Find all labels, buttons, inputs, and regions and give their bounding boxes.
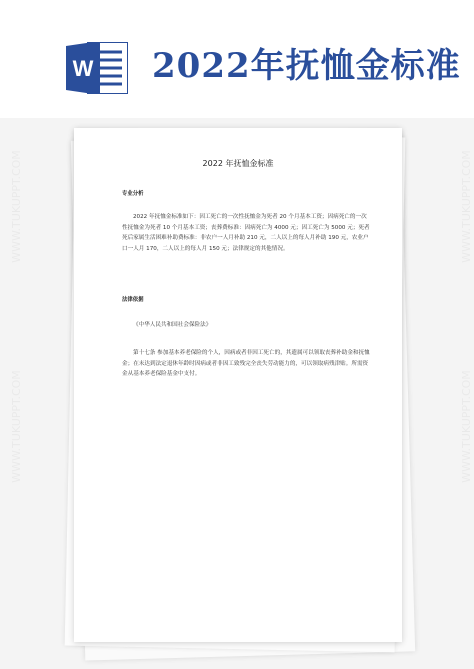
svg-text:W: W [72, 56, 94, 81]
watermark [10, 150, 23, 263]
watermark [460, 370, 473, 483]
document-title: 2022 年抚恤金标准 [202, 159, 274, 168]
analysis-paragraph: 2022 年抚恤金标准如下：因工死亡的一次性抚恤金为死者 20 个月基本工资；因病死亡的一次性抚恤金为死者 10 个月基本工资；丧葬费标准：因病死亡为 4000 元；因工死亡为 5000 元；死者死后家属生活困难补助费标准：非农户一人月补助 210 元，二人以上的每人月补助 190 元，农业户口一人月 170，二人以上的每人月 150 元；法律规定的其他情况。 [122, 214, 370, 252]
banner-title: 2022年抚恤金标准 [152, 46, 461, 86]
section-heading-legal-basis: 法律依据 [122, 297, 144, 303]
banner [0, 0, 474, 118]
article-paragraph: 第十七条 参加基本养老保险的个人，因病或者非因工死亡的，其遗属可以领取丧葬补助金和抚恤金；在未达到法定退休年龄时因病或者非因工致残完全丧失劳动能力的，可以领取病残津贴。所需资金从基本养老保险基金中支付。 [122, 350, 370, 377]
document-page [74, 128, 402, 642]
watermark [10, 370, 23, 483]
section-heading-analysis: 专业分析 [122, 191, 144, 197]
word-document-icon [66, 42, 128, 94]
law-name: 《中华人民共和国社会保险法》 [133, 322, 212, 328]
watermark [460, 150, 473, 263]
